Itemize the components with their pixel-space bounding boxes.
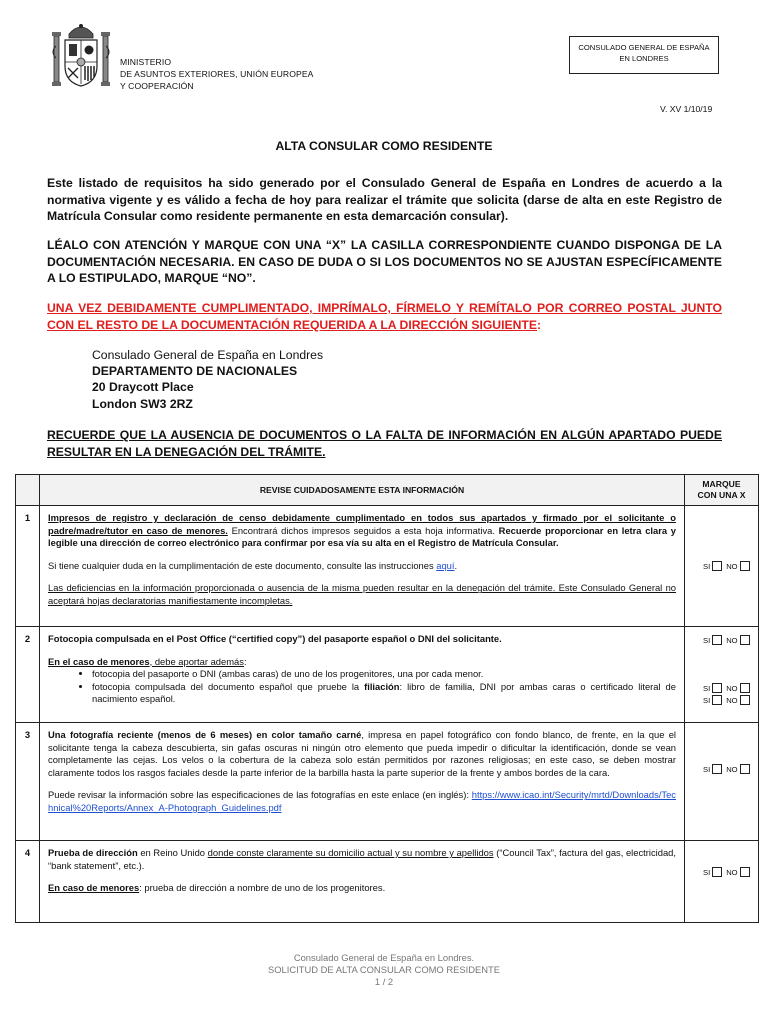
table-header-row bbox=[16, 475, 759, 506]
checkbox-group: SI NO bbox=[703, 764, 754, 777]
consulate-address: Consulado General de España en Londres DEPARTAMENTO DE NACIONALES 20 Draycott Place London SW3 2RZ bbox=[92, 348, 324, 411]
table-row bbox=[16, 723, 759, 841]
page-footer: Consulado General de España en Londres. SOLICITUD DE ALTA CONSULAR COMO RESIDENTE 1 / 2 bbox=[0, 952, 768, 988]
si-checkbox[interactable] bbox=[712, 683, 722, 693]
checkbox-group: SI NO bbox=[703, 695, 754, 708]
row-content: Impresos de registro y declaración de censo debidamente cumplimentado en todos sus apartados y firmado por el solicitante o padre/madre/tutor en caso de menores. Encontrará dichos impresos seguidos a esta hoja informativa. Recuerde proporcionar en letra clara y legible una dirección de correo electrónico para confirmar por esa vía su alta en el Registro de Matrícula Consular. Si tiene cualquier duda en la cumplimentación de este documento, consulte las instrucciones aquí. Las deficiencias en la información proporcionada o ausencia de la misma pueden resultar en la denegación del trámite. Este Consulado General no aceptará hojas declaratorias manifiestamente incompletas. bbox=[40, 506, 685, 627]
row-content: Una fotografía reciente (menos de 6 meses) en color tamaño carné, impresa en papel fotográfico con fondo blanco, de frente, en la que el solicitante tenga la cabeza descubierta, sin gafas oscuras ni ningún otro elemento que pueda impedir o dificultar la identificación, donde se vean completamente las cejas. Los velos o la cobertura de la cabeza solo están permitidos por razones religiosas; en este caso, se deben mostrar claramente todos los rasgos faciales desde la parte inferior de la barbilla hasta la parte superior de la frente y ambos bordes de la cara. Puede revisar la información sobre las especificaciones de las fotografías en este enlace (en inglés): https://www.icao.int/Security/mrtd/Downloads/Technical%20Reports/Annex_A-Photograph_Guidelines.pdf bbox=[40, 723, 685, 841]
mark-cell bbox=[685, 627, 759, 723]
coat-of-arms-icon bbox=[50, 22, 112, 94]
checkbox-group: SI NO bbox=[703, 635, 754, 648]
row-content: Prueba de dirección en Reino Unido donde conste claramente su domicilio actual y su nombre y apellidos (“Council Tax”, factura del gas, electricidad, “bank statement”, etc.). En caso de menores: prueba de dirección a nombre de uno de los progenitores. bbox=[40, 841, 685, 923]
instruction-paragraph: LÉALO CON ATENCIÓN Y MARQUE CON UNA “X” LA CASILLA CORRESPONDIENTE CUANDO DISPONGA DE LA DOCUMENTACIÓN NECESARIA. EN CASO DE DUDA O SI LOS DOCUMENTOS NO SE AJUSTAN ESPECÍFICAMENTE A LO ESTIPULADO, MARQUE “NO”. bbox=[47, 238, 722, 285]
photo-guidelines-link[interactable]: https://www.icao.int/Security/mrtd/Downloads/Technical%20Reports/Annex_A-Photograph_Guidelines.pdf bbox=[48, 789, 676, 813]
table-row bbox=[16, 627, 759, 723]
header-mark: MARQUE CON UNA X bbox=[685, 475, 759, 506]
row-number: 4 bbox=[16, 841, 40, 923]
no-checkbox[interactable] bbox=[740, 695, 750, 705]
mark-cell bbox=[685, 723, 759, 841]
reminder-paragraph: RECUERDE QUE LA AUSENCIA DE DOCUMENTOS O LA FALTA DE INFORMACIÓN EN ALGÚN APARTADO PUEDE RESULTAR EN LA DENEGACIÓN DEL TRÁMITE. bbox=[47, 428, 722, 459]
si-checkbox[interactable] bbox=[712, 561, 722, 571]
row-number: 1 bbox=[16, 506, 40, 627]
document-title: ALTA CONSULAR COMO RESIDENTE bbox=[275, 139, 493, 153]
header-number-cell bbox=[16, 475, 40, 506]
requirements-table bbox=[15, 474, 759, 923]
row-number: 2 bbox=[16, 627, 40, 723]
list-item: • fotocopia del pasaporte o DNI (ambas caras) de uno de los progenitores, una por cada menor. bbox=[92, 668, 676, 681]
checkbox-group: SI NO bbox=[703, 867, 754, 880]
mail-instruction-paragraph: UNA VEZ DEBIDAMENTE CUMPLIMENTADO, IMPRÍMALO, FÍRMELO Y REMÍTALO POR CORREO POSTAL JUNTO CON EL RESTO DE LA DOCUMENTACIÓN REQUERIDA A LA DIRECCIÓN SIGUIENTE: bbox=[47, 301, 722, 332]
no-checkbox[interactable] bbox=[740, 635, 750, 645]
table-row bbox=[16, 506, 759, 627]
si-checkbox[interactable] bbox=[712, 635, 722, 645]
version-label: V. XV 1/10/19 bbox=[660, 104, 713, 114]
instructions-link[interactable]: aquí bbox=[436, 559, 455, 571]
ministry-name: MINISTERIO DE ASUNTOS EXTERIORES, UNIÓN EUROPEA Y COOPERACIÓN bbox=[120, 57, 314, 91]
intro-paragraph: Este listado de requisitos ha sido generado por el Consulado General de España en Londres de acuerdo a la normativa vigente y es válido a fecha de hoy para realizar el trámite que solicita (darse de alta en este Registro de Matrícula Consular como residente permanente en esta demarcación consular). bbox=[47, 176, 722, 223]
row-content: Fotocopia compulsada en el Post Office (“certified copy”) del pasaporte español o DNI del solicitante. En el caso de menores, debe aportar además: • fotocopia del pasaporte o DNI (ambas caras) de uno de los progenitores, una por cada menor. • fotocopia compulsada del documento español que pruebe la filiación: libro de familia, DNI por ambas caras o certificado literal de nacimiento español. bbox=[40, 627, 685, 723]
no-checkbox[interactable] bbox=[740, 764, 750, 774]
no-checkbox[interactable] bbox=[740, 867, 750, 877]
mark-cell bbox=[685, 506, 759, 627]
list-item: • fotocopia compulsada del documento español que pruebe la filiación: libro de familia, DNI por ambas caras o certificado literal de nacimiento español. bbox=[92, 681, 676, 706]
consulate-box: CONSULADO GENERAL DE ESPAÑA EN LONDRES bbox=[569, 36, 719, 74]
checkbox-group: SI NO bbox=[703, 561, 754, 574]
page-number: 1 / 2 bbox=[374, 976, 394, 987]
checkbox-group: SI NO bbox=[703, 683, 754, 696]
si-checkbox[interactable] bbox=[712, 867, 722, 877]
mark-cell bbox=[685, 841, 759, 923]
table-row bbox=[16, 841, 759, 923]
no-checkbox[interactable] bbox=[740, 561, 750, 571]
si-checkbox[interactable] bbox=[712, 695, 722, 705]
si-checkbox[interactable] bbox=[712, 764, 722, 774]
header-info: REVISE CUIDADOSAMENTE ESTA INFORMACIÓN bbox=[40, 475, 685, 506]
row-number: 3 bbox=[16, 723, 40, 841]
no-checkbox[interactable] bbox=[740, 683, 750, 693]
